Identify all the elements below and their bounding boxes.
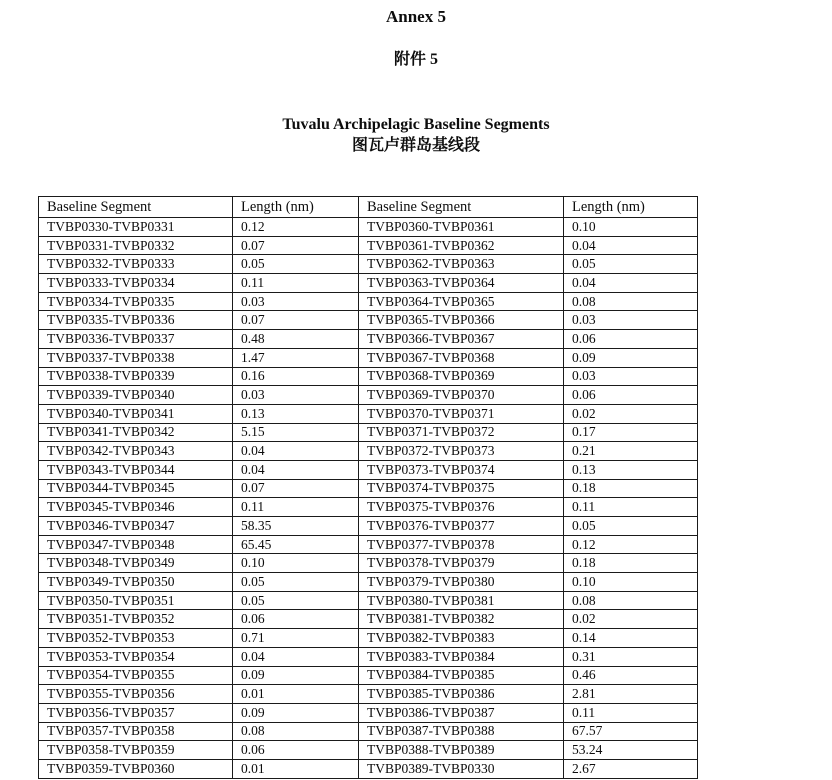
segment-cell: TVBP0357-TVBP0358: [39, 722, 233, 741]
table-row: [39, 591, 698, 610]
length-cell: 0.11: [233, 274, 359, 293]
segment-cell: TVBP0351-TVBP0352: [39, 610, 233, 629]
length-cell: 0.05: [564, 517, 698, 536]
table-row: [39, 759, 698, 778]
length-cell: 0.46: [564, 666, 698, 685]
length-cell: 0.08: [564, 591, 698, 610]
annex-heading-zh: 附件 5: [393, 51, 438, 68]
segment-cell: TVBP0344-TVBP0345: [39, 479, 233, 498]
segment-cell: TVBP0388-TVBP0389: [359, 741, 564, 760]
length-cell: 0.12: [564, 535, 698, 554]
segment-cell: TVBP0383-TVBP0384: [359, 647, 564, 666]
length-cell: 0.11: [564, 703, 698, 722]
segment-cell: TVBP0337-TVBP0338: [39, 348, 233, 367]
segment-cell: TVBP0387-TVBP0388: [359, 722, 564, 741]
length-cell: 0.05: [564, 255, 698, 274]
segment-cell: TVBP0350-TVBP0351: [39, 591, 233, 610]
length-cell: 0.04: [233, 647, 359, 666]
length-cell: 0.18: [564, 554, 698, 573]
length-cell: 1.47: [233, 348, 359, 367]
length-cell: 0.06: [233, 741, 359, 760]
length-cell: 0.48: [233, 330, 359, 349]
table-row: [39, 423, 698, 442]
length-cell: 0.03: [233, 292, 359, 311]
segment-cell: TVBP0342-TVBP0343: [39, 442, 233, 461]
length-cell: 0.07: [233, 236, 359, 255]
segment-cell: TVBP0368-TVBP0369: [359, 367, 564, 386]
length-cell: 0.01: [233, 759, 359, 778]
table-row: [39, 367, 698, 386]
table-row: [39, 460, 698, 479]
table-row: [39, 498, 698, 517]
length-cell: 0.08: [233, 722, 359, 741]
segment-cell: TVBP0339-TVBP0340: [39, 386, 233, 405]
segment-cell: TVBP0356-TVBP0357: [39, 703, 233, 722]
table-row: [39, 741, 698, 760]
length-cell: 0.09: [233, 666, 359, 685]
segment-cell: TVBP0373-TVBP0374: [359, 460, 564, 479]
length-cell: 0.06: [564, 330, 698, 349]
length-cell: 0.13: [233, 404, 359, 423]
segment-cell: TVBP0365-TVBP0366: [359, 311, 564, 330]
table-row: [39, 386, 698, 405]
segment-cell: TVBP0345-TVBP0346: [39, 498, 233, 517]
segment-cell: TVBP0331-TVBP0332: [39, 236, 233, 255]
length-cell: 0.71: [233, 629, 359, 648]
segment-cell: TVBP0353-TVBP0354: [39, 647, 233, 666]
segment-cell: TVBP0332-TVBP0333: [39, 255, 233, 274]
table-row: [39, 703, 698, 722]
annex-heading-en: Annex 5: [386, 7, 446, 26]
segment-cell: TVBP0370-TVBP0371: [359, 404, 564, 423]
table-row: [39, 610, 698, 629]
table-row: [39, 647, 698, 666]
segment-cell: TVBP0364-TVBP0365: [359, 292, 564, 311]
segment-cell: TVBP0367-TVBP0368: [359, 348, 564, 367]
length-cell: 53.24: [564, 741, 698, 760]
table-row: [39, 535, 698, 554]
length-cell: 65.45: [233, 535, 359, 554]
segment-cell: TVBP0374-TVBP0375: [359, 479, 564, 498]
table-row: [39, 330, 698, 349]
segment-cell: TVBP0341-TVBP0342: [39, 423, 233, 442]
table-row: [39, 722, 698, 741]
segment-cell: TVBP0378-TVBP0379: [359, 554, 564, 573]
segment-cell: TVBP0359-TVBP0360: [39, 759, 233, 778]
length-cell: 0.10: [564, 218, 698, 237]
length-cell: 0.03: [564, 311, 698, 330]
table-body: [39, 218, 698, 779]
length-cell: 0.01: [233, 685, 359, 704]
length-cell: 67.57: [564, 722, 698, 741]
table-header-row: [39, 197, 698, 218]
baseline-segments-table: [38, 196, 698, 779]
segment-cell: TVBP0343-TVBP0344: [39, 460, 233, 479]
segment-cell: TVBP0372-TVBP0373: [359, 442, 564, 461]
segment-cell: TVBP0349-TVBP0350: [39, 573, 233, 592]
segment-cell: TVBP0363-TVBP0364: [359, 274, 564, 293]
length-cell: 0.09: [564, 348, 698, 367]
table-row: [39, 255, 698, 274]
segment-cell: TVBP0347-TVBP0348: [39, 535, 233, 554]
segment-cell: TVBP0354-TVBP0355: [39, 666, 233, 685]
length-cell: 0.02: [564, 610, 698, 629]
table-row: [39, 517, 698, 536]
length-cell: 0.03: [564, 367, 698, 386]
segment-cell: TVBP0385-TVBP0386: [359, 685, 564, 704]
length-cell: 0.16: [233, 367, 359, 386]
segment-cell: TVBP0376-TVBP0377: [359, 517, 564, 536]
table-title-en: Tuvalu Archipelagic Baseline Segments: [282, 116, 550, 133]
length-cell: 0.11: [233, 498, 359, 517]
length-cell: 0.06: [233, 610, 359, 629]
length-cell: 0.31: [564, 647, 698, 666]
length-cell: 0.04: [564, 236, 698, 255]
column-header-length-1: Length (nm): [233, 197, 359, 218]
column-header-segment-1: Baseline Segment: [39, 197, 233, 218]
segment-cell: TVBP0358-TVBP0359: [39, 741, 233, 760]
length-cell: 0.13: [564, 460, 698, 479]
length-cell: 58.35: [233, 517, 359, 536]
segment-cell: TVBP0360-TVBP0361: [359, 218, 564, 237]
table-row: [39, 292, 698, 311]
segment-cell: TVBP0380-TVBP0381: [359, 591, 564, 610]
segment-cell: TVBP0379-TVBP0380: [359, 573, 564, 592]
segment-cell: TVBP0369-TVBP0370: [359, 386, 564, 405]
segment-cell: TVBP0384-TVBP0385: [359, 666, 564, 685]
segment-cell: TVBP0386-TVBP0387: [359, 703, 564, 722]
length-cell: 0.04: [233, 460, 359, 479]
length-cell: 0.21: [564, 442, 698, 461]
table-row: [39, 236, 698, 255]
table-title: [0, 114, 832, 156]
segment-cell: TVBP0371-TVBP0372: [359, 423, 564, 442]
segment-cell: TVBP0382-TVBP0383: [359, 629, 564, 648]
table-row: [39, 666, 698, 685]
table-row: [39, 311, 698, 330]
length-cell: 5.15: [233, 423, 359, 442]
segment-cell: TVBP0346-TVBP0347: [39, 517, 233, 536]
table-row: [39, 554, 698, 573]
segment-cell: TVBP0389-TVBP0330: [359, 759, 564, 778]
segment-cell: TVBP0366-TVBP0367: [359, 330, 564, 349]
length-cell: 2.81: [564, 685, 698, 704]
length-cell: 0.18: [564, 479, 698, 498]
table-row: [39, 442, 698, 461]
table-row: [39, 629, 698, 648]
segment-cell: TVBP0381-TVBP0382: [359, 610, 564, 629]
segment-cell: TVBP0352-TVBP0353: [39, 629, 233, 648]
segment-cell: TVBP0375-TVBP0376: [359, 498, 564, 517]
segment-cell: TVBP0361-TVBP0362: [359, 236, 564, 255]
table-row: [39, 685, 698, 704]
segment-cell: TVBP0334-TVBP0335: [39, 292, 233, 311]
column-header-length-2: Length (nm): [564, 197, 698, 218]
length-cell: 0.06: [564, 386, 698, 405]
length-cell: 0.10: [564, 573, 698, 592]
segment-cell: TVBP0362-TVBP0363: [359, 255, 564, 274]
length-cell: 0.17: [564, 423, 698, 442]
segment-cell: TVBP0335-TVBP0336: [39, 311, 233, 330]
segment-cell: TVBP0340-TVBP0341: [39, 404, 233, 423]
length-cell: 0.11: [564, 498, 698, 517]
length-cell: 0.12: [233, 218, 359, 237]
table-row: [39, 479, 698, 498]
length-cell: 2.67: [564, 759, 698, 778]
length-cell: 0.04: [233, 442, 359, 461]
length-cell: 0.02: [564, 404, 698, 423]
length-cell: 0.03: [233, 386, 359, 405]
table-row: [39, 348, 698, 367]
length-cell: 0.14: [564, 629, 698, 648]
segment-cell: TVBP0336-TVBP0337: [39, 330, 233, 349]
table-row: [39, 218, 698, 237]
table-row: [39, 404, 698, 423]
segment-cell: TVBP0338-TVBP0339: [39, 367, 233, 386]
segment-cell: TVBP0377-TVBP0378: [359, 535, 564, 554]
segment-cell: TVBP0355-TVBP0356: [39, 685, 233, 704]
segment-cell: TVBP0348-TVBP0349: [39, 554, 233, 573]
table-row: [39, 573, 698, 592]
length-cell: 0.04: [564, 274, 698, 293]
segment-cell: TVBP0330-TVBP0331: [39, 218, 233, 237]
table-title-zh: 图瓦卢群岛基线段: [351, 137, 480, 154]
length-cell: 0.05: [233, 255, 359, 274]
length-cell: 0.07: [233, 479, 359, 498]
length-cell: 0.05: [233, 573, 359, 592]
length-cell: 0.09: [233, 703, 359, 722]
length-cell: 0.08: [564, 292, 698, 311]
segment-cell: TVBP0333-TVBP0334: [39, 274, 233, 293]
length-cell: 0.10: [233, 554, 359, 573]
table-row: [39, 274, 698, 293]
length-cell: 0.05: [233, 591, 359, 610]
length-cell: 0.07: [233, 311, 359, 330]
column-header-segment-2: Baseline Segment: [359, 197, 564, 218]
